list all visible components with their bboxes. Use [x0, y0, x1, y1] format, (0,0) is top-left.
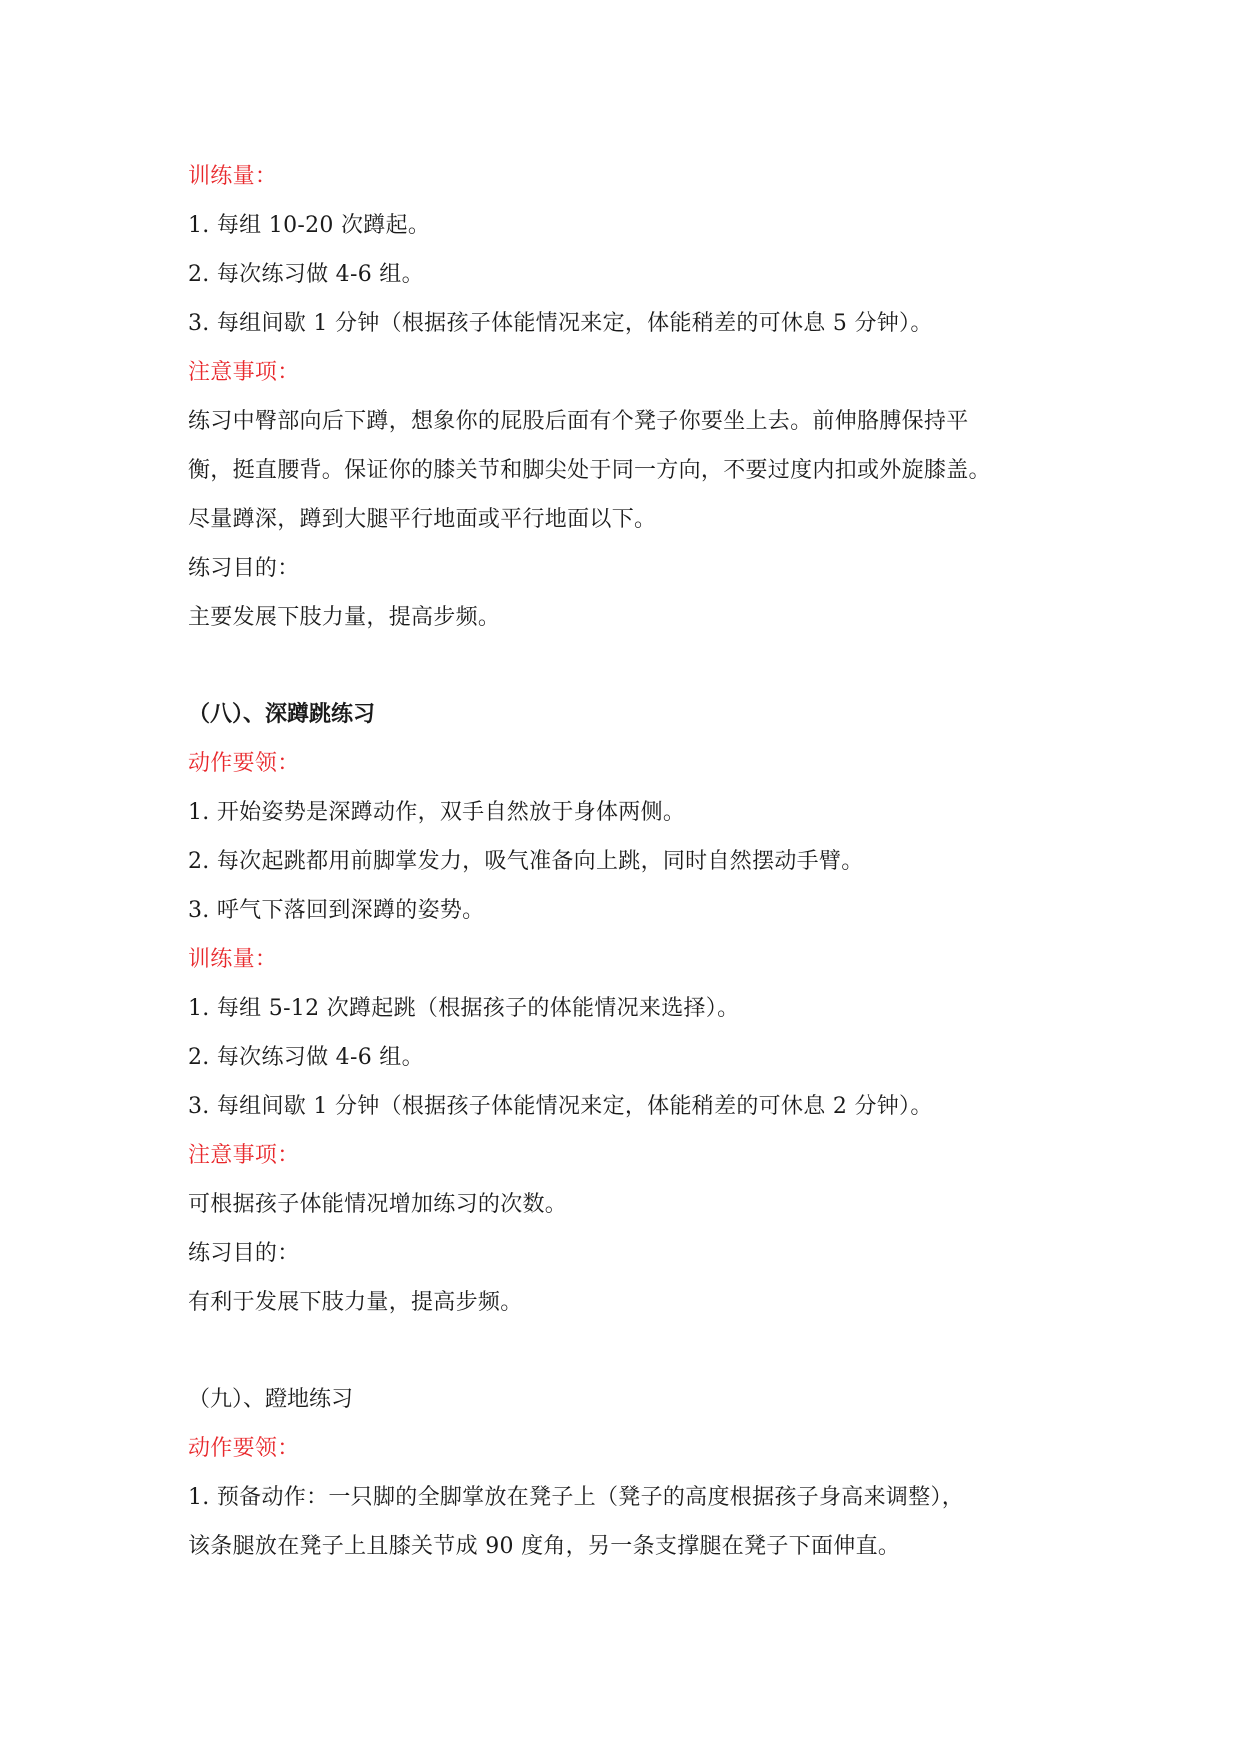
- essentials-item: 3. 呼气下落回到深蹲的姿势。: [188, 898, 485, 923]
- training-heading: 训练量：: [188, 164, 278, 189]
- section-gap: [188, 642, 1068, 690]
- notes-heading: 注意事项：: [188, 360, 300, 385]
- essentials-item: 1. 开始姿势是深蹲动作，双手自然放于身体两侧。: [188, 800, 686, 825]
- purpose-heading: 练习目的：: [188, 1241, 300, 1266]
- notes-text: 可根据孩子体能情况增加练习的次数。: [188, 1192, 568, 1217]
- notes-line: 练习中臀部向后下蹲，想象你的屁股后面有个凳子你要坐上去。前伸胳膊保持平: [188, 409, 969, 434]
- purpose-text: 主要发展下肢力量，提高步频。: [188, 605, 501, 630]
- notes-line: 衡，挺直腰背。保证你的膝关节和脚尖处于同一方向，不要过度内扣或外旋膝盖。: [188, 458, 991, 483]
- section-gap: [188, 1327, 1068, 1375]
- essentials-heading: 动作要领：: [188, 751, 300, 776]
- notes-heading: 注意事项：: [188, 1143, 300, 1168]
- essentials-item: 2. 每次起跳都用前脚掌发力，吸气准备向上跳，同时自然摆动手臂。: [188, 849, 864, 874]
- purpose-heading: 练习目的：: [188, 556, 300, 581]
- essentials-line: 该条腿放在凳子上且膝关节成 90 度角，另一条支撑腿在凳子下面伸直。: [188, 1534, 901, 1559]
- training-item: 1. 每组 5-12 次蹲起跳（根据孩子的体能情况来选择）。: [188, 996, 740, 1021]
- section-title-9: （九）、蹬地练习: [188, 1387, 354, 1412]
- training-item: 1. 每组 10-20 次蹲起。: [188, 213, 431, 238]
- essentials-line: 1. 预备动作：一只脚的全脚掌放在凳子上（凳子的高度根据孩子身高来调整），: [188, 1485, 965, 1510]
- training-item: 3. 每组间歇 1 分钟（根据孩子体能情况来定，体能稍差的可休息 5 分钟）。: [188, 311, 933, 336]
- document-page: [188, 152, 1068, 1571]
- training-heading: 训练量：: [188, 947, 278, 972]
- section-title-8: （八）、深蹲跳练习: [188, 702, 376, 727]
- purpose-text: 有利于发展下肢力量，提高步频。: [188, 1290, 523, 1315]
- notes-line: 尽量蹲深，蹲到大腿平行地面或平行地面以下。: [188, 507, 657, 532]
- training-item: 3. 每组间歇 1 分钟（根据孩子体能情况来定，体能稍差的可休息 2 分钟）。: [188, 1094, 933, 1119]
- training-item: 2. 每次练习做 4-6 组。: [188, 262, 424, 287]
- training-item: 2. 每次练习做 4-6 组。: [188, 1045, 424, 1070]
- essentials-heading: 动作要领：: [188, 1436, 300, 1461]
